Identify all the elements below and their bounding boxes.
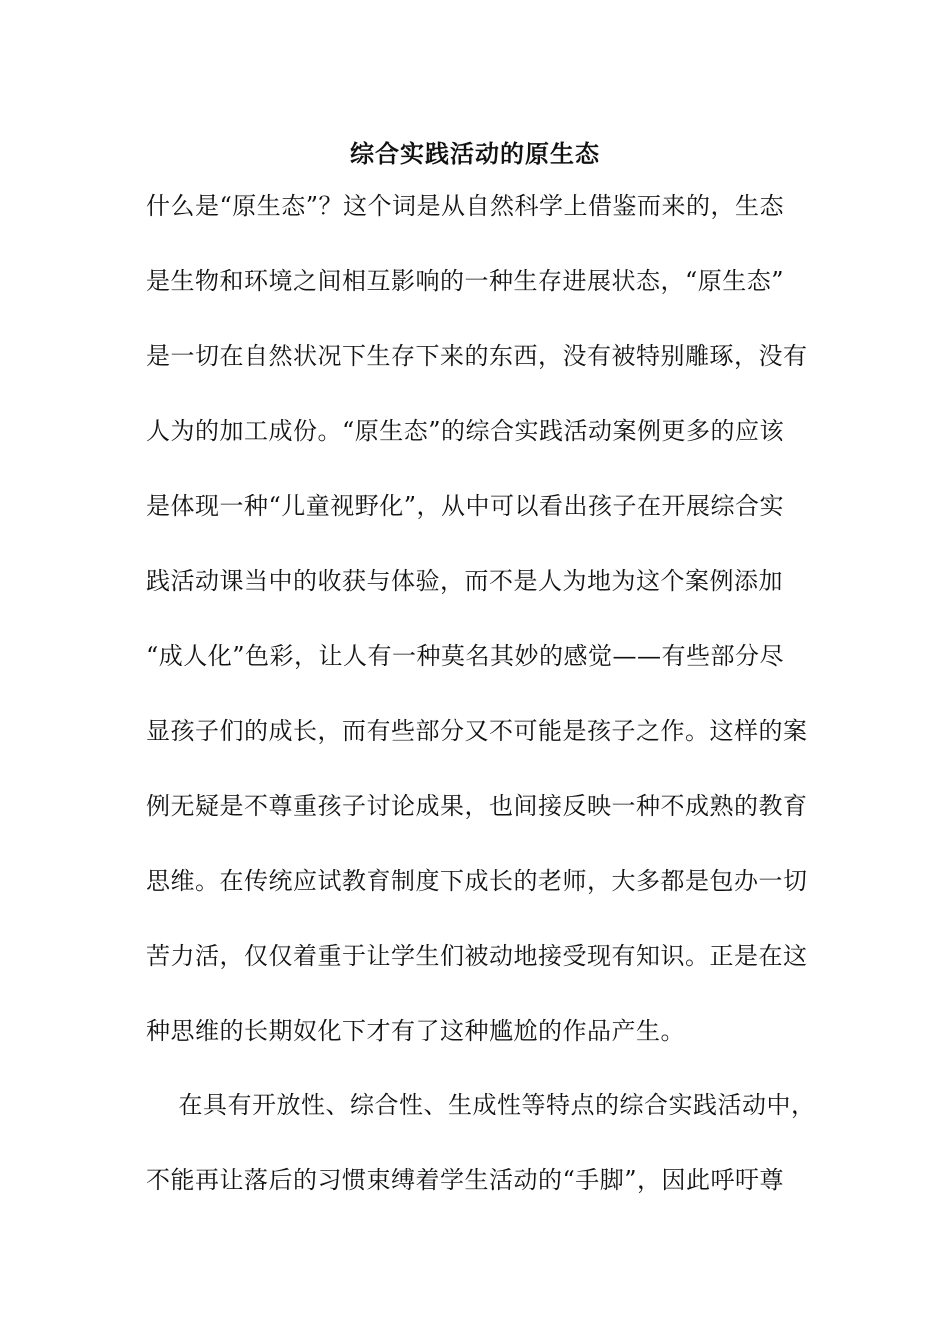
text-line: 不能再让落后的习惯束缚着学生活动的“手脚”，因此呼吁尊 <box>146 1166 785 1194</box>
text-line: 思维。在传统应试教育制度下成长的老师，大多都是包办一切 <box>146 867 808 895</box>
page-title: 综合实践活动的原生态 <box>350 139 600 168</box>
text-line: 是体现一种“儿童视野化”，从中可以看出孩子在开展综合实 <box>146 492 785 520</box>
text-line: “成人化”色彩，让人有一种莫名其妙的感觉——有些部分尽 <box>146 642 785 670</box>
text-line: 显孩子们的成长，而有些部分又不可能是孩子之作。这样的案 <box>146 717 808 745</box>
text-line: 人为的加工成份。“原生态”的综合实践活动案例更多的应该 <box>146 417 785 445</box>
text-line: 苦力活，仅仅着重于让学生们被动地接受现有知识。正是在这 <box>146 942 808 970</box>
text-line: 什么是“原生态”？这个词是从自然科学上借鉴而来的，生态 <box>146 192 785 220</box>
text-line: 践活动课当中的收获与体验，而不是人为地为这个案例添加 <box>146 567 783 595</box>
text-line: 是生物和环境之间相互影响的一种生存进展状态，“原生态” <box>146 267 785 295</box>
text-line: 例无疑是不尊重孩子讨论成果，也间接反映一种不成熟的教育 <box>146 792 808 820</box>
text-line: 种思维的长期奴化下才有了这种尴尬的作品产生。 <box>146 1017 685 1045</box>
text-line: 是一切在自然状况下生存下来的东西，没有被特别雕琢，没有 <box>146 342 808 370</box>
text-line: 在具有开放性、综合性、生成性等特点的综合实践活动中， <box>146 1091 816 1119</box>
